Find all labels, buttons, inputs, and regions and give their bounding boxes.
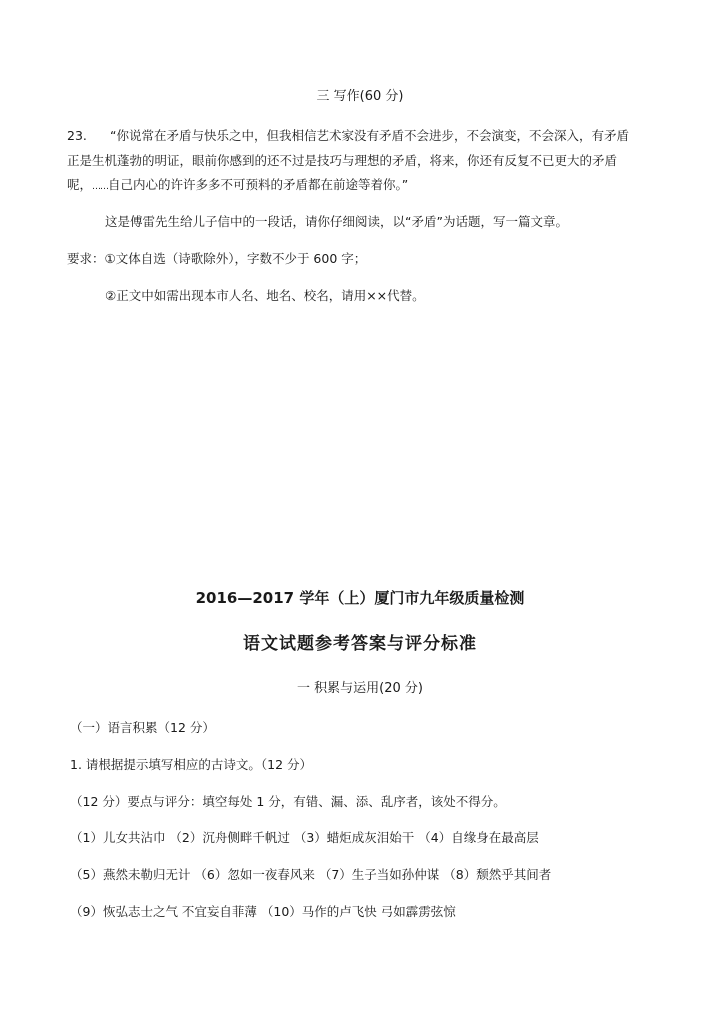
part-title: 一 积累与运用(20 分) [297, 681, 423, 696]
sub-heading: （一）语言积累（12 分） [70, 720, 215, 735]
quote-line-3 [67, 177, 408, 195]
quote-line-3-start: 呢， [67, 177, 93, 192]
scoring-standard: （12 分）要点与评分：填空每处 1 分，有错、漏、添、乱序者，该处不得分。 [70, 794, 506, 809]
writing-prompt: 这是傅雷先生给儿子信中的一段话，请你仔细阅读，以“矛盾”为话题，写一篇文章。 [105, 214, 568, 229]
requirement-1: 要求：①文体自选（诗歌除外），字数不少于 600 字； [67, 251, 367, 266]
answer-line-2: （5）燕然未勒归无计 （6）忽如一夜春风来 （7）生子当如孙仲谋 （8）颓然乎其间者 [70, 867, 552, 882]
question-number: 23. [67, 128, 87, 143]
quote-line-3-end: 自己内心的许许多多不可预料的矛盾都在前途等着你。” [108, 177, 409, 192]
document-title: 语文试题参考答案与评分标准 [243, 634, 477, 654]
question-1: 1. 请根据提示填写相应的古诗文。（12 分） [70, 757, 313, 772]
answer-line-3: （9）恢弘志士之气 不宜妄自菲薄 （10）马作的卢飞快 弓如霹雳弦惊 [70, 904, 456, 919]
requirement-2: ②正文中如需出现本市人名、地名、校名，请用××代替。 [105, 288, 425, 303]
quote-line-1: “你说常在矛盾与快乐之中，但我相信艺术家没有矛盾不会进步，不会演变，不会深入，有矛盾 [110, 128, 629, 143]
answer-line-1: （1）儿女共沾巾 （2）沉舟侧畔千帆过 （3）蜡炬成灰泪始干 （4）自缘身在最高层 [70, 830, 539, 845]
section-title-writing: 三 写作(60 分) [316, 89, 404, 104]
quote-line-2: 正是生机蓬勃的明证，眼前你感到的还不过是技巧与理想的矛盾，将来，你还有反复不已更大的矛盾 [67, 153, 618, 168]
exam-title: 2016—2017 学年（上）厦门市九年级质量检测 [195, 589, 525, 607]
quote-ellipsis: …… [92, 182, 109, 192]
